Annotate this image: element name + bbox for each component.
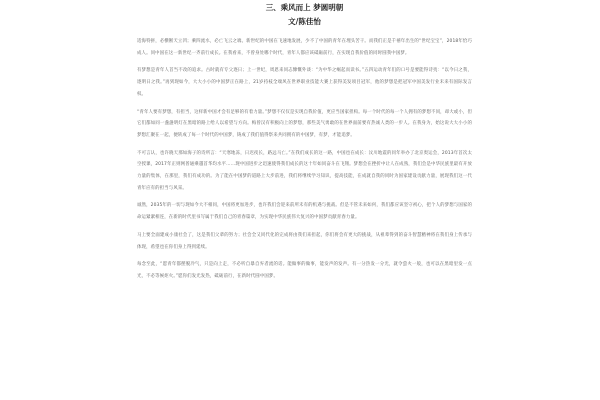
paragraph-3: “青年人要有梦想，有担当，这样新中国才会有足够的有着力量。”梦想不仅仅是实现自我价值，更应当国家担构。每一个时代的每一个人拥有的梦想不同，却大或小，但它们都如同一盏盏明灯在黑暗的路上给人以希望与方向。梅曾汉有积极向上的梦想，那些美气勇敢的在世界面前要有热诚人类的一步人。在我身为，始这说大大小小的梦想汇聚在一起，便转成了每一个时代的中国梦，铸成了我们值得察来共同拥有的中国梦，有梦，才能追梦。 (137, 109, 472, 138)
paragraph-2: 有梦想是青年人首当不改的追求。古时就有专父逐日；上一世纪，周恩来同志慷慨外谈：“为中华之崛起而读书。”五四运动青年们的口号是要能得诗夷：“以今日之我，逐明日之我。”再到现如今，大大小小的中国梦正在路上，21岁持枝全端风在世界职业技能大赛上获得美发项目冠军，他的梦想是把冠军中国美发行业未来有国际发言权。 (137, 68, 472, 97)
paragraph-6: 马上要全面建成小康社会了，这是我们父辈的努力；社会全又同代化的完成将由我们来担起，你们将会有更大的挑战，从祖辈得到的奋斗智慧精神将在我们身上传承与体现，希望也在你们身上得到延续。 (137, 232, 472, 250)
paragraph-5: 诚然，2035年的一切与现如今大不相同，中国将更加进步，也许我们会迎来前所未有的机遇与挑战。但是不管未来如何，我们都应该坚守初心，把个人的梦想与国家的命运紧紧相连，在新的时代里书写属于我们自己的青春篇章，为实现中华民族伟大复兴的中国梦贡献青春力量。 (137, 203, 472, 221)
article-title: 三、乘风而上 梦圆明朝 (265, 3, 344, 12)
paragraph-1: 适海特拼，必横断天立凹；乘四流水，必亡飞云之端。新世纪的中国在飞速地发展，少不了中国的青年在埋头苦干。而我们正是千禧年出生的“世纪宝宝”，2018年恰巧成人。同中国在这一新世纪一齐前行成长。在我看来，不曾身处哪个时代，青年人都应该砥砺前行，在实现自我价值的同时圆我中国梦。 (137, 39, 472, 56)
article-author: 文/陈佳怡 (288, 17, 321, 26)
paragraph-7: 每念至此，“愿青年都摆脱冷气，只是向上走，不必听自暴自弃者流的话。能做事的做事，能发声的发声。有一分热发一分光，就令萤火一般，也可以在黑暗里发一点光，不必等候炬火。”愿你们发光发热，砥砺前行，在新时代圆中国梦。 (137, 262, 472, 279)
paragraph-4: 不可言认，也许晓天那如海子的诗所言：“天寒地冻，日迟夜长，路远马亡。”在我们成长的这一路，中国也在成长：汶川地震的同年举办了北京奥运会，2013年首次太空授课，2017年正则网普通乘越首华均水平……现中国进步之迅速使得我们成长的这十年如同奋斗在飞翔。梦想会在挫折中让人在成熟，我们会是中华民族里最有开放力量的集体，在那里，我们有成功的。为了能在中国梦的道路上大步前进，我们将继续学习知识，提高技能，在成就自我的同时为国家建设贡献力量，展现我们这一代青年应有的担当与风采。 (137, 150, 472, 191)
